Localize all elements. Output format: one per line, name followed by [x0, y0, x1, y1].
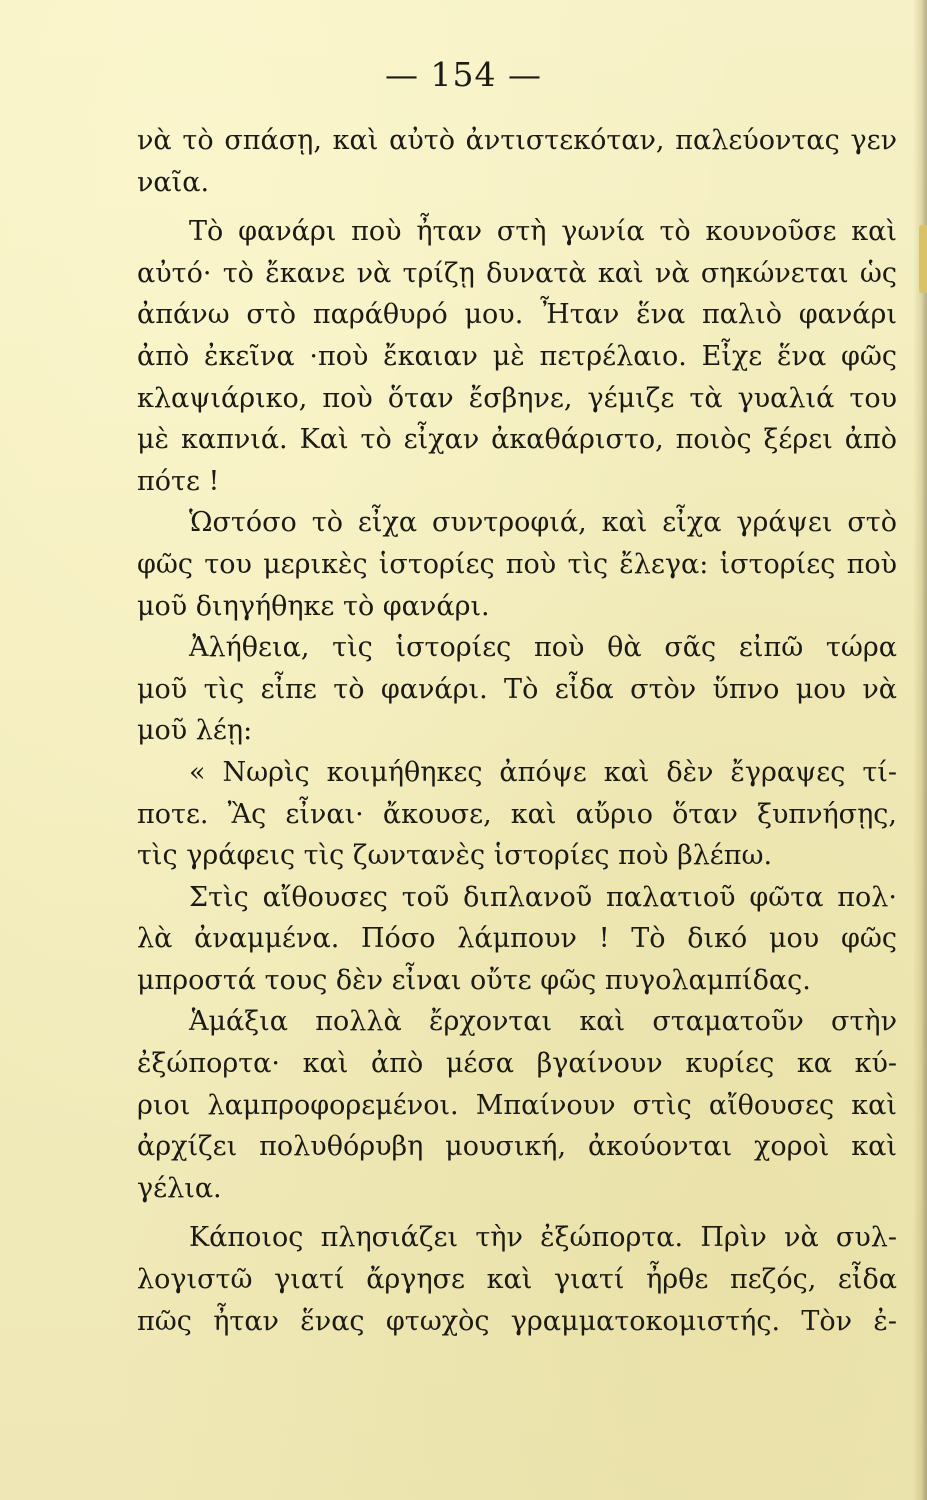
paragraph — [137, 627, 897, 752]
text-line: λογιστῶ γιατί ἄργησε καὶ γιατί ἦρθε πεζός, εἶδα — [137, 1264, 897, 1296]
text-body — [137, 120, 897, 1342]
text-line: Τὸ φανάρι ποὺ ἦταν στὴ γωνία τὸ κουνοῦσε καὶ — [189, 216, 897, 248]
paragraph — [137, 120, 897, 203]
paragraph — [137, 877, 897, 1002]
page-tab-marker — [919, 225, 927, 293]
text-line: μοῦ λέῃ: — [137, 715, 253, 747]
paragraph — [137, 1001, 897, 1209]
text-line: μοῦ τὶς εἶπε τὸ φανάρι. Τὸ εἶδα στὸν ὕπνο μου νὰ — [137, 673, 897, 705]
text-line: Ἁμάξια πολλὰ ἔρχονται καὶ σταματοῦν στὴν — [189, 1006, 897, 1038]
text-line: λὰ ἀναμμένα. Πόσο λάμπουν ! Τὸ δικό μου φῶς — [137, 923, 897, 955]
text-line: αὐτό· τὸ ἔκανε νὰ τρίζῃ δυνατὰ καὶ νὰ σηκώνεται ὡς — [137, 257, 897, 289]
paragraph — [137, 211, 897, 502]
text-line: ποτε. Ἂς εἶναι· ἄκουσε, καὶ αὔριο ὅταν ξυπνήσῃς, — [137, 798, 897, 830]
text-line: ναῖα. — [137, 166, 210, 198]
text-line: Ὡστόσο τὸ εἶχα συντροφιά, καὶ εἶχα γράψει στὸ — [189, 507, 897, 539]
text-line: ριοι λαμπροφορεμένοι. Μπαίνουν στὶς αἴθουσες καὶ — [137, 1089, 897, 1121]
text-line: νὰ τὸ σπάσῃ, καὶ αὐτὸ ἀντιστεκόταν, παλεύοντας γεν — [137, 125, 897, 156]
text-line: μπροστά τους δὲν εἶναι οὔτε φῶς πυγολαμπίδας. — [137, 964, 811, 996]
text-line: ἀρχίζει πολυθόρυβη μουσική, ἀκούονται χοροὶ καὶ — [137, 1131, 897, 1163]
page-number: — 154 — — [385, 55, 542, 94]
text-line: ἀπάνω στὸ παράθυρό μου. Ἦταν ἕνα παλιὸ φανάρι — [137, 299, 897, 331]
paragraph — [137, 752, 897, 877]
text-line: Κάποιος πλησιάζει τὴν ἐξώπορτα. Πρὶν νὰ συλ- — [189, 1222, 897, 1254]
text-line: πῶς ἦταν ἕνας φτωχὸς γραμματοκομιστής. Τὸν ἐ- — [137, 1305, 897, 1337]
paragraph — [137, 502, 897, 627]
text-line: « Νωρὶς κοιμήθηκες ἀπόψε καὶ δὲν ἔγραψες τί- — [189, 756, 897, 788]
text-line: Ἀλήθεια, τὶς ἱστορίες ποὺ θὰ σᾶς εἰπῶ τώρα — [189, 632, 897, 664]
text-line: ἀπὸ ἐκεῖνα ·ποὺ ἔκαιαν μὲ πετρέλαιο. Εἶχε ἕνα φῶς — [137, 340, 897, 372]
text-line: γέλια. — [137, 1172, 222, 1204]
text-line: ἐξώπορτα· καὶ ἀπὸ μέσα βγαίνουν κυρίες κα κύ- — [137, 1048, 897, 1080]
text-line: μὲ καπνιά. Καὶ τὸ εἶχαν ἀκαθάριστο, ποιὸς ξέρει ἀπὸ — [137, 424, 897, 456]
text-line: πότε ! — [137, 465, 220, 497]
text-line: τὶς γράφεις τὶς ζωντανὲς ἱστορίες ποὺ βλέπω. — [137, 840, 773, 872]
text-line: φῶς του μερικὲς ἱστορίες ποὺ τὶς ἔλεγα: ἱστορίες ποὺ — [137, 548, 897, 580]
text-line: Στὶς αἴθουσες τοῦ διπλανοῦ παλατιοῦ φῶτα πολ· — [189, 881, 897, 913]
paragraph — [137, 1217, 897, 1342]
text-line: μοῦ διηγήθηκε τὸ φανάρι. — [137, 590, 490, 622]
text-line: κλαψιάρικο, ποὺ ὅταν ἔσβηνε, γέμιζε τὰ γυαλιά του — [137, 382, 897, 414]
